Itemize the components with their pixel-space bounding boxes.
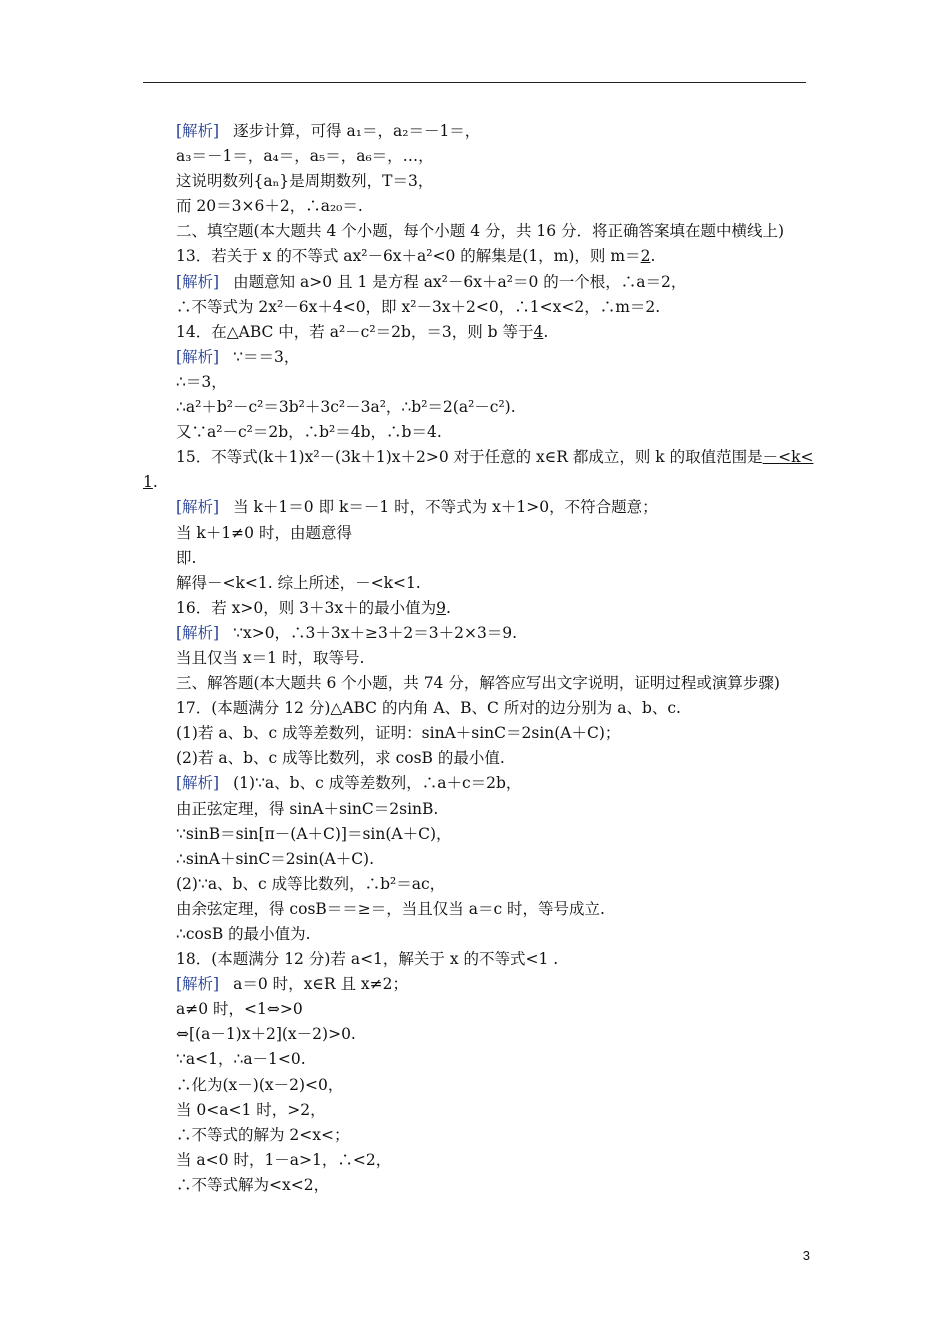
line-text: ∴不等式为 2x²－6x＋4<0，即 x²－3x＋2<0，∴1<x<2，∴m＝2. (176, 297, 661, 316)
line-text: a≠0 时，<1⇔>0 (176, 1000, 303, 1019)
text-line (176, 521, 808, 546)
text-line (176, 219, 808, 244)
line-text: 三、解答题(本大题共 6 个小题，共 74 分，解答应写出文字说明，证明过程或演算步骤) (176, 674, 780, 693)
line-suffix: . (543, 322, 549, 341)
line-text: ∵＝＝3， (233, 347, 300, 366)
text-line (176, 746, 808, 771)
text-line (176, 1173, 808, 1198)
line-text: 逐步计算，可得 a₁＝，a₂＝－1＝， (233, 122, 481, 140)
line-text: ∵x>0，∴3＋3x＋≥3＋2＝3＋2×3＝9. (233, 623, 518, 642)
text-line (176, 320, 808, 345)
analysis-tag: [解析] (176, 347, 220, 366)
text-line (176, 295, 808, 320)
line-text: 17．(本题满分 12 分)△ABC 的内角 A、B、C 所对的边分别为 a、b、c. (176, 699, 681, 718)
text-line (176, 244, 808, 269)
line-suffix: . (152, 473, 158, 492)
analysis-tag: [解析] (176, 122, 220, 140)
line-text: 而 20＝3×6＋2，∴a₂₀＝. (176, 197, 363, 216)
text-line (176, 1073, 808, 1098)
text-line (176, 144, 808, 169)
line-text: ∴sinA＋sinC＝2sin(A＋C). (176, 849, 375, 868)
analysis-tag: [解析] (176, 623, 220, 642)
text-line (176, 270, 808, 295)
text-line (176, 1047, 808, 1072)
line-text: ∴a²＋b²－c²＝3b²＋3c²－3a²，∴b²＝2(a²－c²). (176, 398, 516, 417)
text-line (176, 897, 808, 922)
line-text: ⇔[(a－1)x＋2](x－2)>0. (176, 1025, 356, 1044)
line-text: 15．不等式(k＋1)x²－(3k＋1)x＋2>0 对于任意的 x∈R 都成立，则 k 的取值范围是 (176, 448, 763, 467)
text-line (176, 797, 808, 822)
text-line (176, 696, 808, 721)
text-line (176, 119, 808, 144)
line-text: 由正弦定理，得 sinA＋sinC＝2sinB. (176, 799, 439, 818)
line-text: 当且仅当 x＝1 时，取等号. (176, 648, 365, 667)
line-text: 这说明数列{aₙ}是周期数列，T＝3， (176, 172, 434, 191)
header-rule (143, 82, 806, 83)
page-number: 3 (802, 1248, 810, 1263)
line-text: 18．(本题满分 12 分)若 a<1，解关于 x 的不等式<1 . (176, 950, 559, 969)
analysis-tag: [解析] (176, 498, 220, 517)
line-text: a＝0 时，x∈R 且 x≠2； (233, 975, 408, 994)
text-line (176, 997, 808, 1022)
text-line (143, 470, 775, 495)
text-line (176, 972, 808, 997)
line-text: (1)∵a、b、c 成等差数列，∴a＋c＝2b， (233, 774, 522, 793)
line-suffix: . (446, 598, 451, 617)
text-line (176, 345, 808, 370)
text-line (176, 621, 808, 646)
line-text: (2)若 a、b、c 成等比数列，求 cosB 的最小值. (176, 749, 505, 768)
line-text: ∴cosB 的最小值为. (176, 925, 311, 943)
text-line (176, 596, 808, 621)
text-line (176, 721, 808, 746)
line-text: 14．在△ABC 中，若 a²－c²＝2b，＝3，则 b 等于 (176, 322, 534, 341)
text-line (176, 1148, 808, 1173)
text-line (176, 671, 808, 696)
line-text: (2)∵a、b、c 成等比数列，∴b²＝ac， (176, 874, 446, 893)
line-text: 由题意知 a>0 且 1 是方程 ax²－6x＋a²＝0 的一个根，∴a＝2， (233, 272, 687, 291)
text-line (176, 445, 814, 470)
line-text: 16．若 x>0，则 3＋3x＋的最小值为 (176, 598, 437, 617)
line-text: 二、填空题(本大题共 4 个小题，每个小题 4 分，共 16 分．将正确答案填在题中横线上) (176, 222, 785, 241)
text-line (176, 546, 808, 571)
analysis-tag: [解析] (176, 975, 220, 994)
text-line (176, 420, 808, 445)
text-line (176, 495, 808, 520)
answer-blank: 1 (143, 473, 153, 492)
text-line (176, 395, 808, 420)
line-text: 即. (176, 548, 197, 567)
line-text: 当 a<0 时，1－a>1，∴<2， (176, 1150, 392, 1169)
text-line (176, 872, 808, 897)
line-text: 又∵a²－c²＝2b，∴b²＝4b，∴b＝4. (176, 423, 442, 442)
line-text: 解得－<k<1. 综上所述，－<k<1. (176, 573, 421, 592)
line-text: ∵a<1，∴a－1<0. (176, 1050, 306, 1069)
line-text: 当 k＋1＝0 即 k＝－1 时，不等式为 x＋1>0，不符合题意； (233, 498, 658, 517)
text-line (176, 771, 808, 796)
text-line (176, 1098, 808, 1123)
text-line (176, 646, 808, 671)
text-line (176, 1022, 808, 1047)
text-line (176, 922, 808, 947)
line-text: 当 k＋1≠0 时，由题意得 (176, 523, 352, 542)
answer-blank: －<k< (762, 448, 814, 467)
text-line (176, 571, 808, 596)
text-line (176, 847, 808, 872)
text-line (176, 169, 808, 194)
text-line (176, 947, 808, 972)
analysis-tag: [解析] (176, 774, 220, 793)
answer-blank: 4 (533, 322, 544, 341)
line-text: 当 0<a<1 时，>2， (176, 1100, 326, 1119)
analysis-tag: [解析] (176, 272, 220, 291)
text-line (176, 370, 808, 395)
line-text: 13．若关于 x 的不等式 ax²－6x＋a²<0 的解集是(1，m)，则 m＝ (176, 247, 641, 266)
line-suffix: . (650, 247, 656, 266)
line-text: a₃＝－1＝，a₄＝，a₅＝，a₆＝，…， (176, 147, 434, 166)
line-text: 由余弦定理，得 cosB＝＝≥＝，当且仅当 a＝c 时，等号成立. (176, 899, 605, 918)
text-line (176, 1123, 808, 1148)
line-text: ∵sinB＝sin[π－(A＋C)]＝sin(A＋C)， (176, 824, 452, 843)
line-text: ∴不等式解为<x<2， (176, 1175, 330, 1194)
text-line (176, 194, 808, 219)
answer-blank: 9 (436, 598, 447, 617)
line-text: ∴化为(x－)(x－2)<0， (176, 1075, 344, 1094)
line-text: ∴＝3， (176, 372, 227, 391)
answer-blank: 2 (640, 247, 651, 266)
document-body (143, 119, 814, 1198)
line-text: ∴不等式的解为 2<x<； (176, 1125, 350, 1144)
text-line (176, 822, 808, 847)
line-text: (1)若 a、b、c 成等差数列，证明：sinA＋sinC＝2sin(A＋C)； (176, 724, 621, 743)
